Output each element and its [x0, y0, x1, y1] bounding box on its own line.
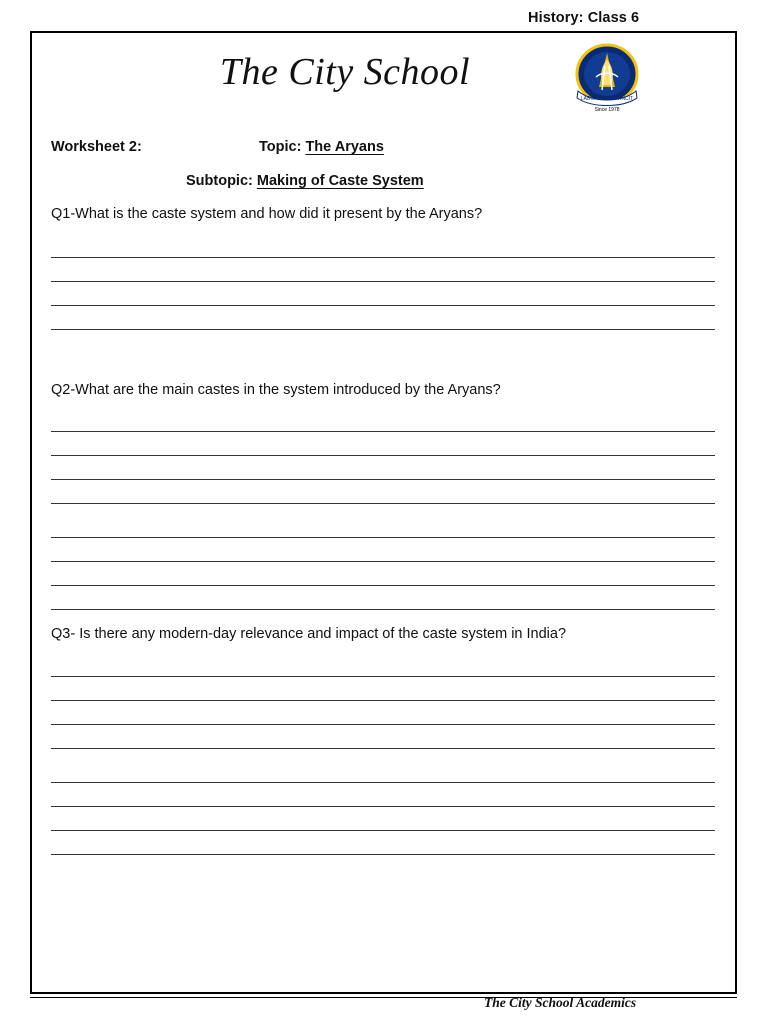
topic-value: The Aryans: [305, 139, 384, 155]
answer-line[interactable]: [51, 503, 715, 504]
school-logo: [574, 42, 642, 114]
subtopic-row: [186, 173, 424, 189]
answer-line[interactable]: [51, 305, 715, 306]
answer-line[interactable]: [51, 806, 715, 807]
answer-line[interactable]: [51, 748, 715, 749]
answer-line[interactable]: [51, 329, 715, 330]
school-title: The City School: [219, 51, 471, 93]
svg-text:LABOR OMNIA VINCIT: LABOR OMNIA VINCIT: [580, 96, 634, 102]
subject-class-header: History: Class 6: [528, 10, 640, 26]
answer-line[interactable]: [51, 854, 715, 855]
question-1: Q1-What is the caste system and how did it present by the Aryans?: [51, 206, 483, 222]
answer-line[interactable]: [51, 431, 715, 432]
answer-line[interactable]: [51, 585, 715, 586]
footer-brand: The City School Academics: [484, 995, 637, 1010]
answer-line[interactable]: [51, 537, 715, 538]
subtopic-value: Making of Caste System: [256, 173, 424, 189]
answer-line[interactable]: [51, 676, 715, 677]
worksheet-label: Worksheet 2:: [51, 139, 142, 155]
answer-line[interactable]: [51, 561, 715, 562]
answer-line[interactable]: [51, 830, 715, 831]
topic-row: [259, 139, 384, 155]
answer-line[interactable]: [51, 281, 715, 282]
answer-line[interactable]: [51, 609, 715, 610]
answer-line[interactable]: [51, 700, 715, 701]
question-3: Q3- Is there any modern-day relevance and impact of the caste system in India?: [51, 626, 567, 642]
topic-label: Topic:: [259, 139, 302, 155]
svg-text:Since 1978: Since 1978: [594, 107, 620, 113]
question-2: Q2-What are the main castes in the system introduced by the Aryans?: [51, 382, 501, 398]
answer-line[interactable]: [51, 257, 715, 258]
answer-line[interactable]: [51, 782, 715, 783]
answer-line[interactable]: [51, 724, 715, 725]
answer-line[interactable]: [51, 455, 715, 456]
answer-line[interactable]: [51, 479, 715, 480]
city-school-crest-icon: [574, 42, 642, 114]
subtopic-label: Subtopic:: [186, 173, 253, 189]
